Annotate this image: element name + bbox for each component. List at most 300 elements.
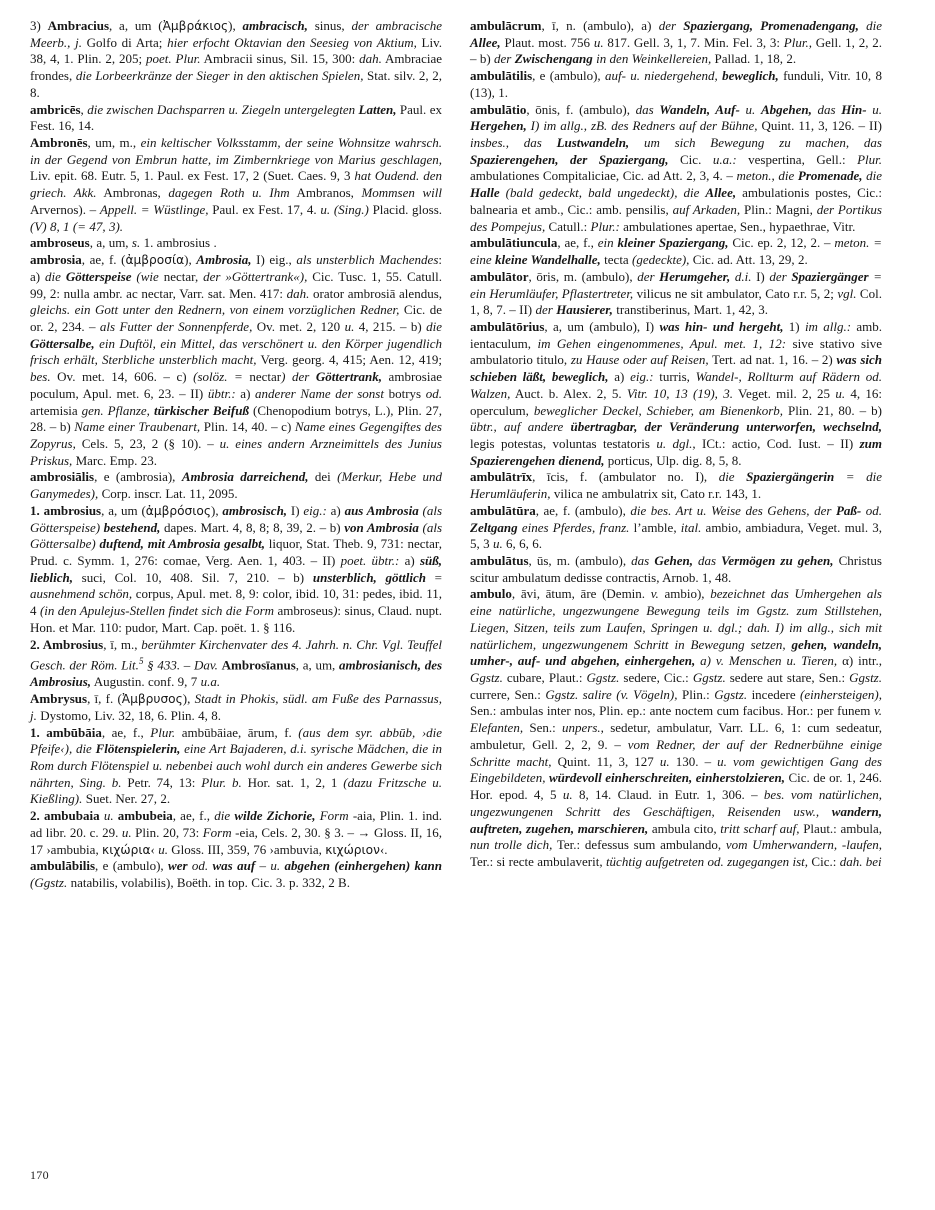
gloss-emphasis: kleine Wandelhalle, <box>495 252 601 268</box>
citation-text: Augustin. conf. 9, 7 <box>91 674 201 690</box>
citation-text: Sen.: <box>523 720 563 736</box>
dictionary-entry <box>30 808 442 858</box>
citation-text: Sen.: ambulas inter nos, Plin. ep.: ante noctem cum facibus. Hor.: per funem <box>470 703 874 719</box>
citation-text: a) <box>235 385 256 401</box>
citation-text: sedere aut stare, Sen.: <box>725 670 850 686</box>
citation-text: a) <box>326 502 345 518</box>
gloss-emphasis: wer <box>168 858 192 874</box>
citation-text: , a, um ( <box>109 18 163 33</box>
citation-text: vespertina, Gell.: <box>736 151 858 167</box>
citation-text: ), <box>184 252 197 268</box>
gloss-text: (als Göttersalbe) <box>30 519 443 552</box>
gloss-text: übtr., auf andere <box>470 419 571 435</box>
greek-text: κιχώριον <box>325 842 380 857</box>
citation-text: ambula cito, <box>648 820 721 836</box>
citation-text: ambroseus <box>277 603 334 619</box>
gloss-text: nun trolle dich, <box>470 837 553 853</box>
citation-text: 1) <box>783 318 805 334</box>
gloss-text: od. <box>191 858 213 874</box>
citation-text: , a, um, <box>89 235 132 251</box>
headword: ambulātilis <box>470 68 533 84</box>
headword: ambrosiālis <box>30 469 95 485</box>
citation-text: amb. ientaculum, <box>470 318 883 351</box>
gloss-emphasis: Hergehen, <box>470 118 527 134</box>
gloss-text: u. eines andern Arzneimittels des Junius Priskus, <box>30 435 442 468</box>
headword: ambulātiuncula <box>470 235 558 251</box>
gloss-text: (dazu Fritzsche u. Kießling). <box>30 774 442 807</box>
gloss-emphasis: ambrosianisch, des Ambrosius, <box>30 657 443 690</box>
gloss-emphasis: Latten, <box>358 101 397 117</box>
citation-text: Plaut.: ambula, <box>799 820 882 836</box>
gloss-text: der <box>769 268 792 284</box>
citation-text: Ambronas, <box>96 185 169 201</box>
gloss-text: ein <box>597 235 618 251</box>
citation-text: Cic. de or. 1, 246. Hor. epod. 4, 5 <box>470 770 882 803</box>
citation-text: , ae, f. ( <box>81 252 126 268</box>
citation-text: sive stativo sive ambulatorio titulo, <box>470 335 882 368</box>
citation-text: sedetur, ambulatur, Varr. LL. 6, 1: cum sedeatur, ambuletur, Gell. 2, 2, 9. – <box>470 720 882 752</box>
citation-text: Ov. met. 2, 120 <box>252 318 345 334</box>
gloss-text: Appell. = Wüstlinge, <box>99 201 209 217</box>
citation-text: , e (ambrosia), <box>94 469 182 485</box>
gloss-text: u. <box>492 536 503 552</box>
gloss-text: od. <box>861 502 882 518</box>
citation-text: Plin. 21, 80. – b) <box>783 402 882 418</box>
gloss-text: in den Weinkellereien, <box>592 51 712 67</box>
gloss-emphasis: Spaziergang, Promenadengang, <box>683 18 859 33</box>
citation-text: 4, 16: operculum, <box>470 385 882 418</box>
gloss-text: ein keltischer Volksstamm, der seine Wohnsitze wahrsch. in der Gegend von Embrun hatte, im Zimbernkriege von Marius geschlagen, <box>30 135 442 167</box>
gloss-text: (Merkur, Hebe und Ganymedes), <box>30 469 442 502</box>
gloss-emphasis: Flötenspielerin, <box>95 741 181 757</box>
citation-text: I) <box>751 268 770 284</box>
citation-text: , a, um (ambulo), I) <box>544 318 660 334</box>
citation-text: , ī, m., <box>103 636 142 652</box>
gloss-text: auf- u. niedergehend, <box>604 68 723 84</box>
gloss-emphasis: Herumgeher, <box>659 268 731 284</box>
gloss-text: d.i. <box>730 268 752 284</box>
headword: Ambracius <box>47 18 110 33</box>
citation-text: Ambracii sinus, Sil. 15, 300: <box>200 51 360 67</box>
citation-text: Cic. ep. 2, 12, 2. – <box>728 235 835 251</box>
gloss-text: Plur. <box>857 151 882 167</box>
citation-text: Cels. 5, 23, 2 (§ 10). – <box>75 435 220 451</box>
dictionary-entry <box>30 503 442 637</box>
gloss-text: als unsterblich Machendes <box>296 252 439 268</box>
citation-text: I) <box>287 502 304 518</box>
gloss-text: u. <box>866 101 882 117</box>
citation-text: ‹. <box>379 841 388 857</box>
citation-text: currere, Sen.: <box>470 686 546 702</box>
gloss-text: tritt scharf auf, <box>720 820 800 836</box>
gloss-text: § 433. – Dav. <box>143 657 218 673</box>
gloss-text: vom Umherwandern, -laufen, <box>725 837 882 853</box>
gloss-text: Ggstz. <box>714 686 748 702</box>
page-number: 170 <box>30 1168 49 1182</box>
citation-text: Marc. Emp. 23. <box>72 452 158 468</box>
gloss-text: abbūb, ›die Pfeife‹), die <box>30 724 443 757</box>
citation-text: , ae, f. (ambulo), <box>535 502 631 518</box>
gloss-text: berühmter Kirchenvater des 4. Jahrh. n. Chr. Vgl. Teuffel Gesch. der Röm. Lit. <box>30 636 442 673</box>
citation-text: , ūs, m. (ambulo), <box>528 553 632 568</box>
citation-text: Cic. <box>668 151 713 167</box>
gloss-emphasis: zum Spazierengehen dienend, <box>470 435 882 468</box>
gloss-text: Ggstz. <box>849 670 882 686</box>
dictionary-entry <box>30 469 442 502</box>
headword: ambulātio <box>470 101 527 117</box>
citation-text: Ov. met. 14, 606. – c) <box>50 369 194 385</box>
citation-text: ), <box>228 18 243 33</box>
gloss-emphasis: Ambrosia darreichend, <box>181 469 309 485</box>
gloss-emphasis: kleiner Spaziergang, <box>617 235 729 251</box>
citation-text: Ter.: defessus sum ambulando, <box>552 837 726 853</box>
gloss-text: Ggstz. <box>470 670 503 686</box>
gloss-text: Name eines Gegengiftes des Zopyrus, <box>30 419 442 451</box>
gloss-emphasis: wandern, auftreten, zugehen, marschieren, <box>470 803 882 836</box>
citation-text: , ī, f. ( <box>87 691 122 707</box>
gloss-text: der <box>535 302 557 318</box>
citation-text: nectar <box>249 369 282 385</box>
gloss-text: u. <box>270 858 285 874</box>
headword: ambulātrīx <box>470 469 533 485</box>
gloss-text: als Futter der Sonnenpferde, <box>99 318 253 334</box>
gloss-text: ausnehmend schön, <box>30 586 133 602</box>
gloss-emphasis: Lustwandeln, <box>556 135 630 151</box>
citation-text: Veget. mil. 2, 25 <box>732 385 836 401</box>
gloss-emphasis: unsterblich, göttlich <box>312 569 426 585</box>
citation-text: artemisia <box>30 402 82 418</box>
headword: ambulātus <box>470 553 529 568</box>
gloss-text: Ggstz. salire (v. Vögeln), <box>545 686 678 702</box>
gloss-text: u. <box>593 34 604 50</box>
citation-text: corpus, Apul. met. 8, 9: color, ibid. 10, 31: pedes, ibid. 11, 4 <box>30 586 442 619</box>
gloss-text: bes. vom natürlichen, ungezwungenen Schritt des Geschäftigen, Reisenden usw., <box>470 787 883 819</box>
gloss-emphasis: ambrosisch, <box>222 502 288 518</box>
gloss-text: gen. Pflanze, <box>81 402 154 418</box>
gloss-text: anderer Name der sonst <box>255 385 389 401</box>
gloss-text: (aus dem syr. <box>298 724 380 740</box>
citation-text: -aia, Plin. 1. ind. ad libr. 20. c. 29. <box>30 808 443 840</box>
citation-text: Arvernos). – <box>30 201 100 217</box>
gloss-text: meton., die <box>736 168 798 184</box>
citation-text: Verg. georg. 4, 415; Aen. 12, 419; <box>256 352 442 368</box>
gloss-text: der »Göttertrank«), <box>198 268 308 284</box>
gloss-text: der Portikus des Pompejus, <box>470 201 882 234</box>
gloss-emphasis: gehen, wandeln, umher-, auf- und abgehen, einhergehen, <box>470 636 882 669</box>
gloss-emphasis: Wandeln, Auf- <box>659 101 740 117</box>
headword: ambulābilis <box>30 858 96 874</box>
gloss-text: Ggstz. <box>692 670 726 686</box>
gloss-text: übtr.: <box>207 385 236 401</box>
citation-text: Dystomo, Liv. 32, 18, 6. Plin. 4, 8. <box>36 707 222 723</box>
gloss-emphasis: wilde Zichorie, <box>234 808 316 824</box>
citation-text: Golfo di Arta; <box>86 34 168 50</box>
gloss-text: eine Art Bajaderen, d.i. syrische Mädchen, die in Rom durch Flötenspiel u. nebenbei auch wohl durch ein anderes Gewerbe sich nährten, Sing. b. <box>30 741 442 790</box>
gloss-text: das <box>631 553 655 568</box>
gloss-text: dah. <box>359 51 382 67</box>
citation-text: vilica ne ambulatrix sit, Cato r.r. 143, 1. <box>550 486 762 502</box>
gloss-emphasis: übertragbar, der Veränderung unterworfen, wechselnd, <box>570 419 883 435</box>
greek-text: Ἀμβράκιος <box>162 19 229 33</box>
citation-text: Christus scitur ambulatum dedisse contractis, Arnob. 1, 48. <box>470 553 882 585</box>
citation-text: Cic. Tusc. 1, 55. Catull. 99, 2: nulla ambr. ac nectar, Varr. sat. Men. 417: <box>30 268 443 301</box>
gloss-text: die <box>862 168 883 184</box>
citation-text: ambulationes Compitaliciae, Cic. ad Att. 2, 3, 4. – <box>470 168 737 184</box>
headword: ambulātor <box>470 268 529 284</box>
dictionary-entry <box>470 102 882 236</box>
citation-text: Ambranos, <box>289 185 362 201</box>
gloss-emphasis: Promenade, <box>797 168 863 184</box>
gloss-text: dah. bei <box>839 853 882 869</box>
page-columns <box>30 18 906 1158</box>
headword: 2. ambubaia <box>30 808 100 824</box>
citation-text: Ambraciae frondes, <box>30 51 442 84</box>
headword: ambricēs <box>30 101 81 117</box>
gloss-text: a) v. Menschen u. Tieren, <box>695 653 838 669</box>
citation-text: orator ambrosiā alendus, <box>309 285 442 301</box>
gloss-emphasis: aus Ambrosia <box>344 502 423 518</box>
gloss-emphasis: bestehend, <box>103 519 161 535</box>
gloss-text: Plur. b. <box>201 774 242 790</box>
citation-text: Cic. de or. 2, 234. – <box>30 302 443 334</box>
gloss-text: ) der <box>281 369 316 385</box>
citation-text: suci, Col. 10, 408. Sil. 7, 210. – b) <box>72 569 313 585</box>
gloss-text: tüchtig aufgetreten od. zugegangen ist, <box>605 853 809 869</box>
headword: 1. ambūbāia <box>30 724 102 740</box>
citation-text: , ōnis, f. (ambulo), <box>526 101 636 117</box>
citation-text: Auct. b. Alex. 2, 5. <box>510 385 627 401</box>
gloss-text: der <box>658 18 684 33</box>
gloss-text: u. <box>562 787 573 803</box>
gloss-text: ) <box>333 603 338 619</box>
gloss-text: Vitr. 10, 13 (19), 3. <box>626 385 733 401</box>
gloss-text: der <box>494 51 515 67</box>
dictionary-entry <box>470 18 882 68</box>
headword: ambroseus <box>30 235 90 251</box>
gloss-emphasis: Allee, <box>470 34 501 50</box>
gloss-emphasis: was hin- und hergeht, <box>659 318 784 334</box>
gloss-text: (einhersteigen), <box>800 686 882 702</box>
gloss-text: u. <box>739 101 761 117</box>
gloss-emphasis: von Ambrosia <box>344 519 423 535</box>
gloss-emphasis: Göttertrank, <box>315 369 382 385</box>
citation-text: : a) <box>30 252 442 284</box>
gloss-text: eig.: <box>630 369 654 385</box>
gloss-text: poet. Plur. <box>146 51 201 67</box>
gloss-emphasis: was sich schieben läßt, beweglich, <box>470 352 882 385</box>
gloss-text: v. <box>650 586 659 602</box>
citation-text: Placid. gloss. <box>368 201 443 217</box>
gloss-text: u. <box>835 385 846 401</box>
citation-text: ), <box>182 691 195 707</box>
gloss-text: die zwischen Dachsparren u. Ziegeln untergelegten <box>87 101 359 117</box>
citation-text: : sinus, Claud. nupt. Hon. et Mar. 110: pudor, Mart. Cap. poët. 1. § 116. <box>30 603 442 635</box>
gloss-text: der ambracische Meerb., j. <box>30 18 443 50</box>
gloss-emphasis: Spaziergängerin <box>746 469 835 485</box>
citation-text: ‹ <box>150 841 159 857</box>
gloss-text: dagegen Roth u. Ihm <box>168 185 290 201</box>
citation-text: -eia, Cels. 2, 30. § 3. – → Gloss. II, 16, 17 ›ambubia, <box>30 824 442 857</box>
gloss-text: u. <box>344 318 355 334</box>
dictionary-entry <box>30 691 442 724</box>
dictionary-entry <box>30 858 442 891</box>
gloss-text: u.a. <box>200 674 221 690</box>
gloss-text: u. <box>158 841 168 857</box>
citation-text: , ī, n. (ambulo), a) <box>541 18 659 33</box>
gloss-text: Plur. <box>150 724 176 740</box>
greek-text: ἀμβροσία <box>125 253 185 268</box>
citation-text: I) eig., <box>251 252 297 268</box>
headword: ambulātūra <box>470 502 536 518</box>
citation-text: Paul. ex Fest. 16, 14. <box>30 101 442 134</box>
citation-text: nectar, <box>163 268 199 284</box>
citation-text: Pallad. 1, 18, 2. <box>711 51 797 67</box>
gloss-text: Wandel-, Rollturm auf Rädern od. Walzen, <box>470 369 882 401</box>
citation-text: sinus, <box>307 18 352 33</box>
gloss-text: u. (Sing.) <box>320 201 369 217</box>
headword: 2. Ambrosius <box>30 636 104 652</box>
citation-text: Quint. 11, 3, 126. – II) <box>757 118 882 134</box>
citation-text: Catull.: <box>545 218 591 234</box>
gloss-text: eig.: <box>303 502 327 518</box>
gloss-text: = die Herumläuferin, <box>470 469 882 502</box>
greek-text: ἀμβρόσιος <box>145 503 211 518</box>
dictionary-entry <box>30 18 442 102</box>
citation-text: ambrosiae poculum, Apul. met. 6, 23. – II) <box>30 369 442 401</box>
citation-text: funduli, Vitr. 10, 8 (13), 1. <box>470 68 882 100</box>
gloss-text: der <box>637 268 660 284</box>
gloss-text: Name einer Traubenart, <box>74 419 201 435</box>
gloss-text: das <box>635 101 660 117</box>
citation-text: 8, 14. Claud. in Eutr. 1, 306. – <box>572 787 764 803</box>
citation-text: incedere <box>747 686 801 702</box>
headword: ambulācrum <box>470 18 542 33</box>
citation-text: ICt.: actio, Cod. Iust. – II) <box>695 435 860 451</box>
citation-text: ambulationis postes, Cic.: balnearia et amb., Cic.: amb. pensilis, <box>470 185 882 217</box>
citation-text: – <box>259 858 271 874</box>
dictionary-entry <box>470 68 882 101</box>
citation-text: Plaut. most. 756 <box>500 34 594 50</box>
citation-text: botrys <box>388 385 426 401</box>
gloss-emphasis: Spaziergänger <box>791 268 869 284</box>
gloss-text: s. <box>131 235 141 251</box>
citation-text: , a, um, <box>295 657 340 673</box>
citation-text: Plin. 14, 40. – c) <box>200 419 295 435</box>
citation-text: l’amble, <box>629 519 681 535</box>
citation-text: Cic. ad. Att. 13, 29, 2. <box>689 252 808 268</box>
gloss-text: (V) 8, 1 (= 47, 3). <box>30 218 124 234</box>
dictionary-entry <box>30 637 442 691</box>
citation-text: Liv. 38, 4, 1. Plin. 2, 205; <box>30 34 443 67</box>
citation-text: Corp. inscr. Lat. 11, 2095. <box>98 486 238 502</box>
citation-text: legis potestas, voluntas testatoris <box>470 435 657 451</box>
citation-text: natabilis, volabilis), Boëth. in top. Cic. 3. p. 332, 2 B. <box>70 874 350 890</box>
citation-text: Plin.: Magni, <box>740 201 817 217</box>
gloss-emphasis: was auf <box>212 858 260 874</box>
headword: ambubeia <box>117 808 173 824</box>
gloss-text: (solöz. = <box>193 369 250 385</box>
gloss-text: das <box>811 101 842 117</box>
gloss-text: (Ggstz. <box>30 874 71 890</box>
gloss-text: u. <box>659 753 670 769</box>
gloss-emphasis: abgehen (einhergehen) kann <box>284 858 442 874</box>
gloss-text: = ein Herumläufer, Pflastertreter, <box>470 268 882 301</box>
gloss-text: hat Oudend. den griech. Akk. <box>30 168 442 201</box>
gloss-text: beweglicher Deckel, Schieber, am Bienenkorb, <box>533 402 784 418</box>
gloss-emphasis: süß, lieblich, <box>30 553 442 585</box>
left-column <box>30 18 442 1158</box>
gloss-emphasis: Paß- <box>835 502 862 518</box>
citation-text: ambulationes apertae, Sen., hypaethrae, Vitr. <box>619 218 856 234</box>
gloss-text: vom Redner, der auf der Rednerbühne einige Schritte macht, <box>470 736 882 769</box>
citation-text: , e (ambulo), <box>95 858 169 874</box>
gloss-text: u. <box>99 808 118 824</box>
gloss-emphasis: Spazierengehen, der Spaziergang, <box>470 151 669 167</box>
citation-text: dapes. Mart. 4, 8, 8; 8, 39, 2. – b) <box>160 519 345 535</box>
citation-text: Suet. Ner. 27, 2. <box>82 791 171 807</box>
gloss-text: die bes. Art u. Weise des Gehens, der <box>630 502 836 518</box>
gloss-text: Form <box>202 824 232 840</box>
citation-text: , a, um ( <box>101 502 146 518</box>
gloss-emphasis: Göttersalbe, <box>30 335 95 351</box>
dictionary-entry <box>30 235 442 252</box>
gloss-text: Plur., <box>783 34 812 50</box>
headword: Ambronēs <box>30 135 88 151</box>
gloss-emphasis: Abgehen, <box>760 101 812 117</box>
gloss-text: poet. übtr.: <box>340 553 400 568</box>
citation-text: 1. ambrosius . <box>140 235 217 251</box>
citation-text: , ae, f., <box>557 235 598 251</box>
citation-text: a) <box>399 553 420 568</box>
gloss-emphasis: Zeltgang <box>470 519 522 535</box>
headword: ambulātōrius <box>470 318 545 334</box>
citation-text: a) <box>608 369 631 385</box>
citation-text: Ter.: si recte ambulaverit, <box>470 853 606 869</box>
gloss-emphasis: duftend, mit Ambrosia gesalbt, <box>99 536 265 552</box>
citation-text: , īcis, f. (ambulator no. I), <box>532 469 719 485</box>
gloss-text: (als Götterspeise) <box>30 502 443 535</box>
citation-text: transtiberinus, Mart. 1, 42, 3. <box>612 302 768 318</box>
headword: ambulo <box>470 586 512 602</box>
citation-text: Gloss. III, 359, 76 ›ambuvia, <box>167 841 326 857</box>
citation-text: , ōris, m. (ambulo), <box>528 268 638 284</box>
gloss-text: ital. <box>680 519 702 535</box>
citation-text: 5 <box>138 656 144 667</box>
citation-text: α) intr., <box>837 653 882 669</box>
citation-text: Hor. sat. 1, 2, 1 <box>241 774 344 790</box>
gloss-emphasis: Götterspeise <box>65 268 132 284</box>
gloss-text: meton. = eine <box>470 235 882 268</box>
headword: ambrosia <box>30 252 82 268</box>
dictionary-entry <box>470 469 882 502</box>
gloss-emphasis: Gehen, <box>654 553 693 568</box>
headword: 1. ambrosius <box>30 502 102 518</box>
gloss-text: u.a.: <box>712 151 737 167</box>
gloss-text: die <box>45 268 66 284</box>
dictionary-entry <box>30 252 442 469</box>
gloss-text: (in den Apulejus-Stellen findet sich die Form <box>39 603 278 619</box>
citation-text: turris, <box>653 369 696 385</box>
citation-text: 4, 215. – b) <box>354 318 427 334</box>
citation-text: Col. 1, 8, 7. – II) <box>470 285 882 318</box>
gloss-text: (gedeckte), <box>632 252 690 268</box>
citation-text: liquor, Stat. Theb. 9, 731: nectar, Prud. c. Symm. 1, 276: comae, Verg. Aen. 1, 403. – II) <box>30 536 442 568</box>
gloss-emphasis: Allee, <box>705 185 737 201</box>
gloss-text: zu Hause oder auf Reisen, <box>570 352 709 368</box>
dictionary-entry <box>470 503 882 553</box>
gloss-text: (wie <box>131 268 164 284</box>
headword: Ambrysus <box>30 691 88 707</box>
